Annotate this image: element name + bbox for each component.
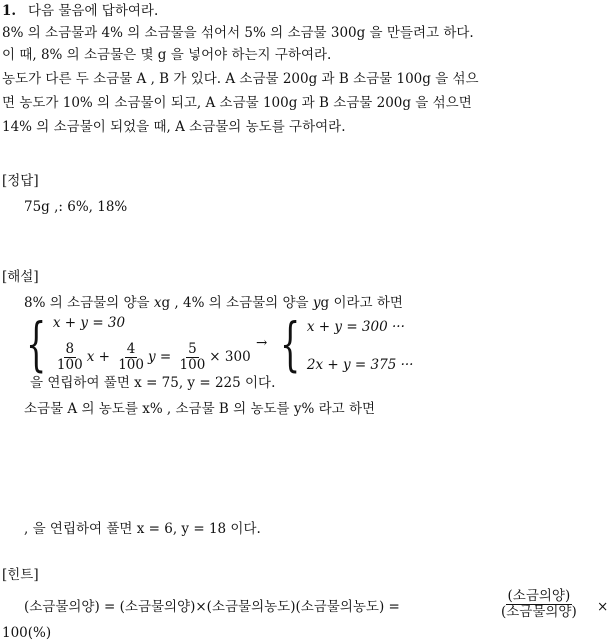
- left-brace-1: {: [26, 310, 47, 378]
- fraction-4-100: [116, 342, 146, 373]
- equation-system-1: [26, 310, 251, 378]
- equation-term-x: x +: [86, 349, 110, 365]
- fraction-numerator: 5: [188, 341, 197, 357]
- problem-instruction: 다음 물음에 답하여라.: [28, 3, 159, 19]
- fraction-denominator: 100: [179, 357, 206, 373]
- solution-intro-2: 소금물 A 의 농도를 x% , 소금물 B 의 농도를 y% 라고 하면: [24, 401, 376, 417]
- system-1-equation-1: x + y = 30: [52, 315, 126, 331]
- equation-tail: × 300: [209, 349, 251, 365]
- left-brace-2: {: [280, 310, 301, 378]
- answer-text: 75g ,: 6%, 18%: [24, 199, 128, 215]
- hint-formula-line-2: 100(%): [2, 625, 52, 641]
- fraction-numerator: 8: [65, 341, 75, 357]
- hint-formula-left: (소금물의양) = (소금물의양)×(소금물의농도)(소금물의농도) =: [24, 599, 400, 615]
- solution-header: [해설]: [2, 269, 39, 285]
- solution-intro-part-b: g , 4% 의 소금물의 양을: [161, 295, 309, 311]
- fraction-5-100: [178, 342, 208, 373]
- system-1-equation-2: [53, 342, 251, 373]
- solution-intro: [24, 294, 403, 312]
- fraction-numerator: 4: [126, 341, 136, 357]
- hint-header: [힌트]: [2, 567, 39, 583]
- hint-fraction-denominator: (소금물의양): [501, 604, 577, 620]
- variable-y: y: [312, 295, 321, 311]
- system-2-equation-1: x + y = 300 ···: [306, 319, 405, 335]
- hint-formula-tail: ×: [597, 599, 609, 615]
- fraction-8-100: [55, 342, 85, 373]
- hint-fraction-numerator: (소금의양): [507, 588, 571, 604]
- solution-result-2: , 을 연립하여 풀면 x = 6, y = 18 이다.: [24, 521, 261, 537]
- solution-intro-part-c: g 이라고 하면: [320, 295, 403, 311]
- question-1-line-2: 이 때, 8% 의 소금물은 몇 g 을 넣어야 하는지 구하여라.: [2, 47, 332, 63]
- question-2-line-1: 농도가 다른 두 소금물 A , B 가 있다. A 소금물 200g 과 B 소금물 100g 을 섞으: [2, 71, 479, 87]
- hint-fraction: [499, 589, 579, 620]
- variable-x: x: [153, 295, 162, 311]
- equation-system-2: [280, 310, 414, 378]
- solution-result-1: 을 연립하여 풀면 x = 75, y = 225 이다.: [30, 375, 276, 391]
- equation-term-y: y =: [147, 349, 172, 365]
- problem-number: 1.: [2, 3, 17, 19]
- question-1-line-1: 8% 의 소금물과 4% 의 소금물을 섞어서 5% 의 소금물 300g 을 만들려고 하다.: [2, 25, 474, 41]
- arrow-icon: →: [256, 335, 268, 351]
- question-2-line-3: 14% 의 소금물이 되었을 때, A 소금물의 농도를 구하여라.: [2, 119, 346, 135]
- question-2-line-2: 면 농도가 10% 의 소금물이 되고, A 소금물 100g 과 B 소금물 200g 을 섞으면: [2, 95, 472, 111]
- fraction-denominator: 100: [118, 357, 144, 373]
- solution-intro-part-a: 8% 의 소금물의 양을: [24, 295, 150, 311]
- answer-header: [정답]: [2, 173, 39, 189]
- fraction-denominator: 100: [56, 357, 83, 373]
- system-2-equation-2: 2x + y = 375 ···: [306, 357, 414, 373]
